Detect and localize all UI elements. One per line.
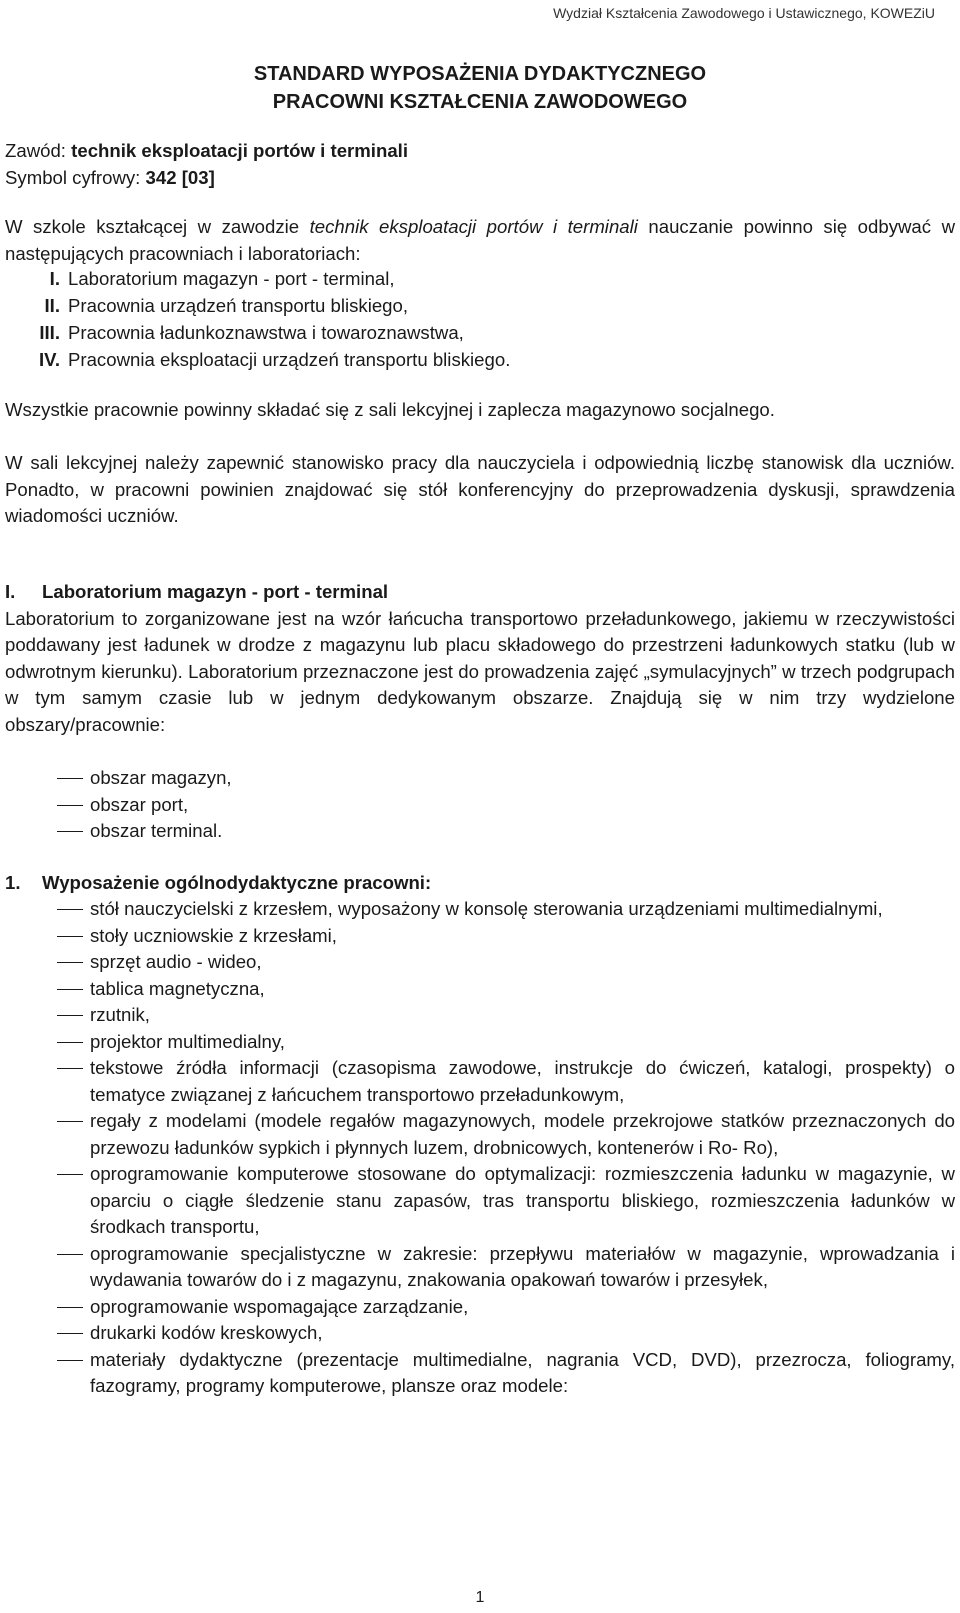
room-number: II. xyxy=(44,295,60,316)
subsection-heading xyxy=(5,870,955,897)
list-item xyxy=(5,818,955,845)
equipment-item: oprogramowanie komputerowe stosowane do optymalizacji: rozmieszczenia ładunku w magazynie, w oparciu o ciągłe śledzenie stanu zapasów, tras transportu bliskiego, rozmieszczenia ładunków w środkach transportu, xyxy=(90,1163,955,1237)
equipment-item: sprzęt audio - wideo, xyxy=(90,951,262,972)
dash-bullet-icon xyxy=(5,896,90,923)
list-item xyxy=(5,1320,955,1347)
equipment-item: tablica magnetyczna, xyxy=(90,977,265,999)
list-item xyxy=(5,1161,955,1241)
subsection-title: Wyposażenie ogólnodydaktyczne pracowni: xyxy=(42,872,432,893)
dash-bullet-icon xyxy=(5,949,90,976)
symbol-value: 342 [03] xyxy=(145,166,215,188)
area-label: obszar terminal. xyxy=(90,820,223,841)
dash-bullet-icon xyxy=(5,1347,90,1400)
equipment-item: drukarki kodów kreskowych, xyxy=(90,1322,323,1343)
dash-bullet-icon xyxy=(5,1055,90,1108)
dash-bullet-icon xyxy=(5,818,90,845)
room-label: Pracownia urządzeń transportu bliskiego, xyxy=(68,295,409,316)
equipment-item: stoły uczniowskie z krzesłami, xyxy=(90,924,337,946)
equipment-item: regały z modelami (modele regałów magazynowych, modele przekrojowe statków przeznaczonych do przewozu ładunków sypkich i płynnych luzem, drobnicowych, kontenerów i Ro- Ro), xyxy=(90,1110,955,1158)
intro-text-1: W szkole kształcącej w zawodzie xyxy=(5,216,310,237)
list-item xyxy=(5,976,955,1003)
dash-bullet-icon xyxy=(5,765,90,792)
profession-label: Zawód: xyxy=(5,140,66,161)
subsection-number: 1. xyxy=(5,872,21,893)
equipment-item: rzutnik, xyxy=(90,1004,150,1025)
list-item xyxy=(5,1055,955,1108)
intro-text-2: nauczanie powinno się odbywać w następujących pracowniach i laboratoriach: xyxy=(5,216,955,264)
equipment-item: oprogramowanie wspomagające zarządzanie, xyxy=(90,1295,469,1317)
list-item xyxy=(5,923,955,950)
desk-paragraph: W sali lekcyjnej należy zapewnić stanowisko pracy dla nauczyciela i odpowiednią liczbę stanowisk dla uczniów. Ponadto, w pracowni powinien znajdować się stół konferencyjny do przeprowadzenia dyskusji, sprawdzenia wiadomości uczniów. xyxy=(5,452,955,526)
section-heading xyxy=(5,579,955,606)
room-label: Pracownia ładunkoznawstwa i towaroznawstwa, xyxy=(68,322,464,343)
subsection-1 xyxy=(5,870,955,897)
equipment-item: oprogramowanie specjalistyczne w zakresie: przepływu materiałów w magazynie, wprowadzania i wydawania towarów do i z magazynu, znakowania opakowań towarów i przesyłek, xyxy=(90,1242,955,1290)
profession-info xyxy=(5,138,955,191)
rooms-list xyxy=(18,266,510,374)
page-number: 1 xyxy=(475,1589,485,1606)
section-title: Laboratorium magazyn - port - terminal xyxy=(42,581,389,602)
list-item xyxy=(5,896,955,923)
equipment-list xyxy=(5,896,955,1400)
list-item xyxy=(5,1241,955,1294)
areas-list xyxy=(5,765,955,845)
equipment-item: projektor multimedialny, xyxy=(90,1030,285,1052)
dash-bullet-icon xyxy=(5,1161,90,1241)
section-text: Laboratorium to zorganizowane jest na wzór łańcucha transportowo przeładunkowego, jakiemu w rzeczywistości poddawany jest ładunek w drodze z magazynu lub placu składowego do przestrzeni ładunkowych statku (lub w odwrotnym kierunku). Laboratorium przeznaczone jest do prowadzenia zajęć „symulacyjnych” w trzech podgrupach w tym samym czasie lub w jednym dedykowanym obszarze. Znajdują się w nim trzy wydzielone obszary/pracownie: xyxy=(5,607,955,735)
title-line-1: STANDARD WYPOSAŻENIA DYDAKTYCZNEGO xyxy=(253,63,707,85)
dash-bullet-icon xyxy=(5,792,90,819)
room-label: Pracownia eksploatacji urządzeń transportu bliskiego. xyxy=(68,349,511,370)
dash-bullet-icon xyxy=(5,1029,90,1056)
list-item xyxy=(5,765,955,792)
dash-bullet-icon xyxy=(5,1241,90,1294)
list-item xyxy=(5,1294,955,1321)
area-label: obszar port, xyxy=(90,793,189,815)
area-label: obszar magazyn, xyxy=(90,767,232,788)
list-item xyxy=(5,1108,955,1161)
symbol-line xyxy=(5,165,955,192)
dash-bullet-icon xyxy=(5,976,90,1003)
list-item xyxy=(5,1347,955,1400)
intro-paragraph xyxy=(5,214,955,267)
dash-bullet-icon xyxy=(5,1294,90,1321)
room-number: IV. xyxy=(38,349,60,370)
list-item xyxy=(5,1029,955,1056)
room-number: I. xyxy=(49,268,60,289)
dash-bullet-icon xyxy=(5,1320,90,1347)
page-header: Wydział Kształcenia Zawodowego i Ustawicznego, KOWEZiU xyxy=(553,5,935,21)
dash-bullet-icon xyxy=(5,1002,90,1029)
equipment-item: materiały dydaktyczne (prezentacje multimedialne, nagrania VCD, DVD), przezrocza, foliogramy, fazogramy, programy komputerowe, plansze oraz modele: xyxy=(90,1348,955,1396)
title-line-2: PRACOWNI KSZTAŁCENIA ZAWODOWEGO xyxy=(272,91,688,113)
list-item xyxy=(5,1002,955,1029)
list-item xyxy=(5,949,955,976)
section-1 xyxy=(5,579,955,738)
dash-bullet-icon xyxy=(5,923,90,950)
list-item xyxy=(5,792,955,819)
document-title xyxy=(0,60,960,116)
rooms-paragraph: Wszystkie pracownie powinny składać się z sali lekcyjnej i zaplecza magazynowo socjalnego. xyxy=(5,399,775,420)
list-item xyxy=(18,293,510,320)
equipment-item: tekstowe źródła informacji (czasopisma zawodowe, instrukcje do ćwiczeń, katalogi, prospekty) o tematyce związanej z łańcuchem transportowo przeładunkowym, xyxy=(90,1057,955,1105)
symbol-label: Symbol cyfrowy: xyxy=(5,166,141,188)
dash-bullet-icon xyxy=(5,1108,90,1161)
intro-profession: technik eksploatacji portów i terminali xyxy=(309,216,638,237)
section-number: I. xyxy=(5,581,16,602)
profession-value: technik eksploatacji portów i terminali xyxy=(71,140,408,161)
list-item xyxy=(18,320,510,347)
profession-line xyxy=(5,138,955,165)
list-item xyxy=(18,266,510,293)
list-item xyxy=(18,347,510,374)
room-label: Laboratorium magazyn - port - terminal, xyxy=(68,268,395,289)
equipment-item: stół nauczycielski z krzesłem, wyposażony w konsolę sterowania urządzeniami multimedialnymi, xyxy=(90,898,883,919)
room-number: III. xyxy=(39,322,60,343)
